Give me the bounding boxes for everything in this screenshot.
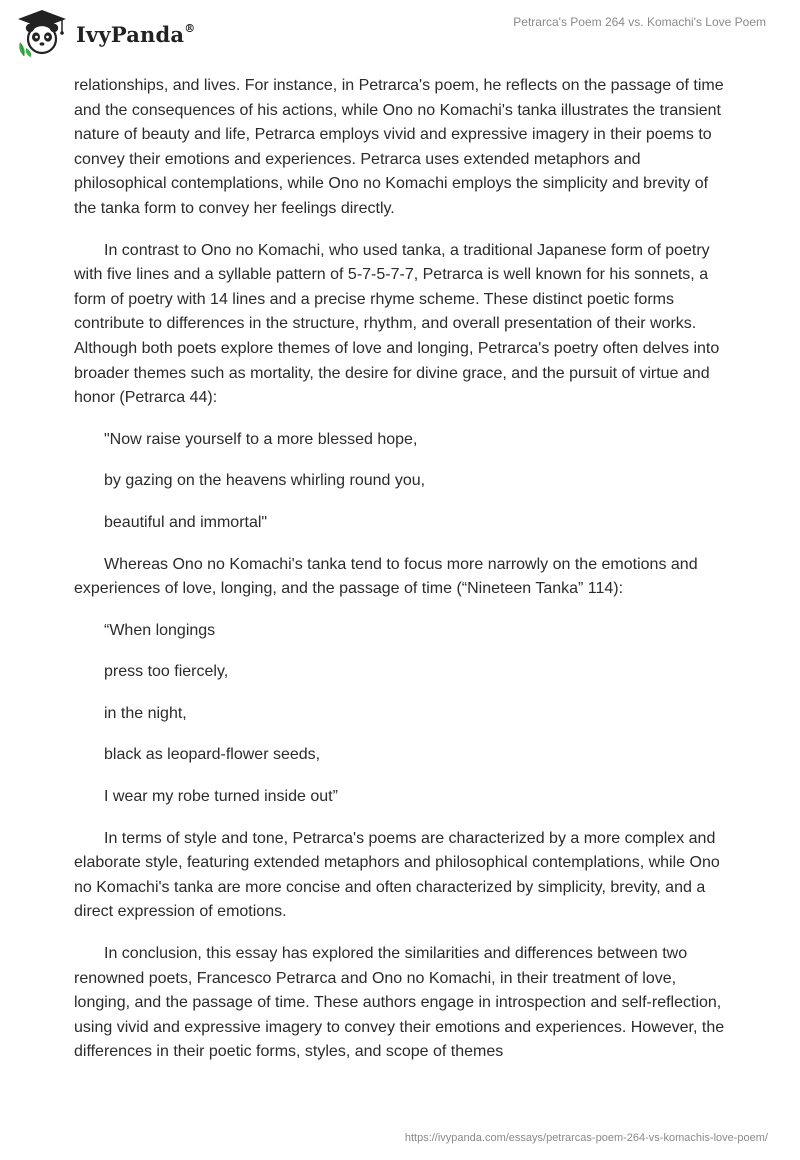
paragraph-5: In conclusion, this essay has explored the similarities and differences between two renowned poets, Francesco Petrarca and Ono no Komachi, in their treatment of love, longing, and the passage of time. These authors engage in introspection and self-reflection, using vivid and expressive imagery to convey their emotions and experiences. However, the differences in their poetic forms, styles, and scope of themes [74,945,725,1061]
paragraph-2: In contrast to Ono no Komachi, who used tanka, a traditional Japanese form of poetry with five lines and a syllable pattern of 5-7-5-7-7, Petrarca is well known for his sonnets, a form of poetry with 14 lines and a precise rhyme scheme. These distinct poetic forms contribute to differences in the structure, rhythm, and overall presentation of their works. Although both poets explore themes of love and longing, Petrarca's poetry often delves into broader themes such as mortality, the desire for divine grace, and the pursuit of virtue and honor (Petrarca 44): [74,241,720,407]
quote-line: beautiful and immortal" [104,513,268,531]
quote-line: I wear my robe turned inside out” [104,788,338,806]
quote-line: by gazing on the heavens whirling round you, [104,472,426,490]
document-title: Petrarca's Poem 264 vs. Komachi's Love Poem [513,15,766,29]
page-header [0,0,800,70]
quote-line: press too fiercely, [104,663,229,681]
quote-line: black as leopard-flower seeds, [104,746,321,764]
brand-name: IvyPanda® [76,21,196,47]
ivypanda-logo[interactable] [14,8,195,58]
registered-mark: ® [184,21,196,35]
quote-line: "Now raise yourself to a more blessed hope, [104,430,418,448]
paragraph-1: relationships, and lives. For instance, in Petrarca's poem, he reflects on the passage of time and the consequences of his actions, while Ono no Komachi's tanka illustrates the transient nature of beauty and life, Petrarca employs vivid and expressive imagery in their poems to convey their emotions and experiences. Petrarca uses extended metaphors and philosophical contemplations, while Ono no Komachi employs the simplicity and brevity of the tanka form to convey her feelings directly. [74,77,724,217]
paragraph-4: In terms of style and tone, Petrarca's poems are characterized by a more complex and elaborate style, featuring extended metaphors and philosophical contemplations, while Ono no Komachi's tanka are more concise and often characterized by simplicity, brevity, and a direct expression of emotions. [74,829,720,921]
essay-body [74,74,734,1082]
source-url[interactable]: https://ivypanda.com/essays/petrarcas-poem-264-vs-komachis-love-poem/ [404,1132,768,1144]
quote-line: “When longings [104,621,216,639]
panda-graduate-icon [14,8,70,58]
quote-line: in the night, [104,704,187,722]
paragraph-3: Whereas Ono no Komachi's tanka tend to focus more narrowly on the emotions and experiences of love, longing, and the passage of time (“Nineteen Tanka” 114): [74,555,698,598]
